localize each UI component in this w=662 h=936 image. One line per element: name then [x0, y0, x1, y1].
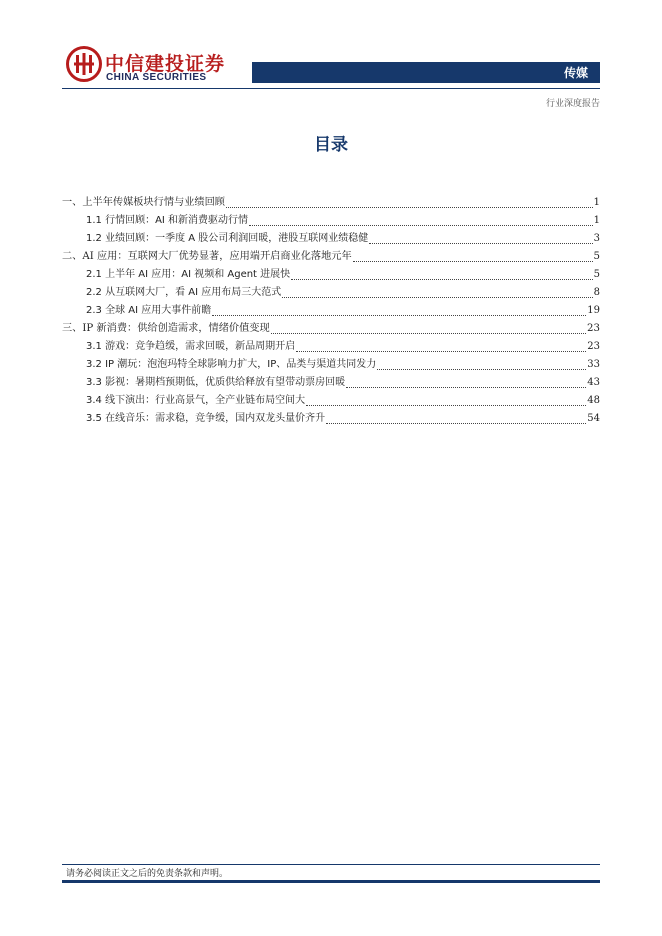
toc-entry[interactable] [62, 356, 600, 374]
toc-entry-text: 三、IP 新消费：供给创造需求，情绪价值变现 [62, 323, 270, 334]
toc-entry-text: 3.3 影视：暑期档预期低，优质供给释放有望带动票房回暖 [86, 377, 346, 388]
toc-entry-text: 1.1 行情回顾：AI 和新消费驱动行情 [86, 215, 249, 226]
footer-divider [62, 864, 600, 865]
toc-entry[interactable] [62, 338, 600, 356]
toc-entry-text: 2.2 从互联网大厂，看 AI 应用布局三大范式 [86, 287, 282, 298]
toc-entry-text: 二、AI 应用：互联网大厂优势显著，应用端开启商业化落地元年 [62, 251, 352, 262]
toc-page-number: 54 [587, 413, 600, 424]
toc-page-number: 19 [587, 305, 600, 316]
toc-entry-text: 3.1 游戏：竞争趋缓，需求回暖，新品周期开启 [86, 341, 296, 352]
china-securities-logo-icon [66, 46, 102, 82]
toc-page-number: 1 [593, 197, 600, 208]
toc-entry[interactable] [62, 194, 600, 212]
toc-entry[interactable] [62, 410, 600, 428]
toc-page-number: 1 [593, 215, 600, 226]
toc-leader-dots [369, 242, 592, 244]
toc-entry-text: 3.4 线下演出：行业高景气，全产业链布局空间大 [86, 395, 306, 406]
toc-entry[interactable] [62, 284, 600, 302]
toc-entry[interactable] [62, 248, 600, 266]
toc-leader-dots [249, 224, 593, 226]
toc-entry[interactable] [62, 212, 600, 230]
toc-page-number: 43 [587, 377, 600, 388]
toc-page-number: 48 [587, 395, 600, 406]
toc-leader-dots [377, 368, 586, 370]
toc-page-number: 8 [593, 287, 600, 298]
toc-leader-dots [326, 422, 586, 424]
toc-leader-dots [282, 296, 592, 298]
toc-entry-text: 一、上半年传媒板块行情与业绩回顾 [62, 197, 225, 208]
table-of-contents [62, 194, 600, 428]
toc-page-number: 5 [593, 251, 600, 262]
toc-entry-text: 1.2 业绩回顾：一季度 A 股公司利润回暖，港股互联网业绩稳健 [86, 233, 369, 244]
industry-label: 传媒 [563, 66, 588, 80]
toc-entry[interactable] [62, 302, 600, 320]
toc-page-number: 3 [593, 233, 600, 244]
toc-leader-dots [271, 332, 586, 334]
toc-leader-dots [291, 278, 592, 280]
company-logo [66, 46, 226, 88]
toc-leader-dots [296, 350, 586, 352]
toc-page-number: 5 [593, 269, 600, 280]
footer-disclaimer: 请务必阅读正文之后的免责条款和声明。 [66, 869, 229, 879]
logo-english-name: CHINA SECURITIES [106, 72, 207, 83]
toc-leader-dots [346, 386, 586, 388]
industry-banner [252, 62, 600, 83]
toc-page-number: 23 [587, 341, 600, 352]
header-divider [62, 88, 600, 89]
footer-bar [62, 880, 600, 883]
toc-title: 目录 [314, 135, 348, 155]
toc-leader-dots [212, 314, 586, 316]
toc-leader-dots [226, 206, 593, 208]
toc-page-number: 23 [587, 323, 600, 334]
logo-chinese-name: 中信建投证券 [105, 53, 226, 75]
toc-entry[interactable] [62, 374, 600, 392]
toc-page-number: 33 [587, 359, 600, 370]
toc-leader-dots [353, 260, 593, 262]
toc-entry[interactable] [62, 230, 600, 248]
toc-entry-text: 2.3 全球 AI 应用大事件前瞻 [86, 305, 212, 316]
toc-entry[interactable] [62, 320, 600, 338]
toc-entry-text: 3.2 IP 潮玩：泡泡玛特全球影响力扩大，IP、品类与渠道共同发力 [86, 359, 377, 370]
toc-entry-text: 3.5 在线音乐：需求稳，竞争缓，国内双龙头量价齐升 [86, 413, 326, 424]
toc-leader-dots [306, 404, 586, 406]
toc-entry-text: 2.1 上半年 AI 应用：AI 视频和 Agent 进展快 [86, 269, 291, 280]
toc-entry[interactable] [62, 392, 600, 410]
report-type-label: 行业深度报告 [545, 99, 600, 109]
toc-entry[interactable] [62, 266, 600, 284]
